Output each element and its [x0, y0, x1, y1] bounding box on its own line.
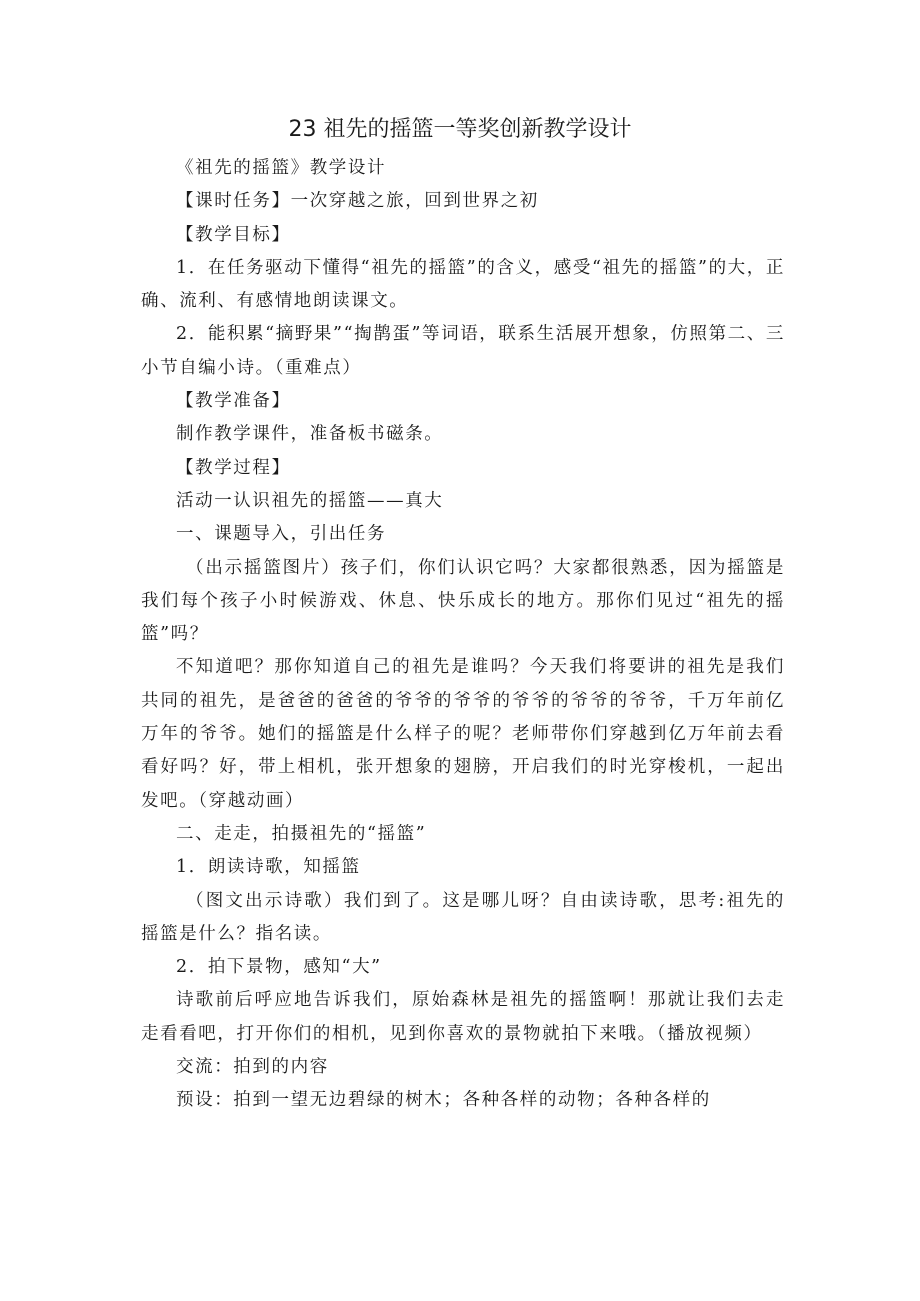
paragraph: （出示摇篮图片）孩子们，你们认识它吗？大家都很熟悉，因为摇篮是我们每个孩子小时候游戏、休息、快乐成长的地方。那你们见过“祖先的摇篮”吗？	[141, 557, 785, 645]
paragraph: 制作教学课件，准备板书磁条。	[176, 424, 444, 445]
paragraph: 活动一认识祖先的摇篮——真大	[176, 490, 444, 511]
section-heading: 【教学过程】	[176, 457, 291, 478]
paragraph: 1．在任务驱动下懂得“祖先的摇篮”的含义，感受“祖先的摇篮”的大，正确、流利、有感情地朗读课文。	[141, 257, 785, 312]
paragraph: 诗歌前后呼应地告诉我们，原始森林是祖先的摇篮啊！那就让我们去走走看看吧，打开你们的相机，见到你喜欢的景物就拍下来哦。（播放视频）	[141, 990, 785, 1044]
paragraph: 【课时任务】一次穿越之旅，回到世界之初	[176, 191, 539, 212]
document-body	[141, 152, 785, 1118]
document-title: 23 祖先的摇篮一等奖创新教学设计	[288, 117, 632, 142]
paragraph: 2．拍下景物，感知“大”	[176, 957, 382, 978]
paragraph: 不知道吧？那你知道自己的祖先是谁吗？今天我们将要讲的祖先是我们共同的祖先，是爸爸的爸爸的爷爷的爷爷的爷爷的爷爷的爷爷，千万年前亿万年的爷爷。她们的摇篮是什么样子的呢？老师带你们穿越到亿万年前去看看好吗？好，带上相机，张开想象的翅膀，开启我们的时光穿梭机，一起出发吧。（穿越动画）	[141, 657, 785, 811]
paragraph: 交流：拍到的内容	[176, 1057, 329, 1078]
paragraph: 2．能积累“摘野果”“掏鹊蛋”等词语，联系生活展开想象，仿照第二、三小节自编小诗。（重难点）	[141, 324, 785, 378]
paragraph: 一、课题导入，引出任务	[176, 524, 387, 545]
section-heading: 【教学准备】	[176, 391, 291, 412]
paragraph: 《祖先的摇篮》教学设计	[176, 158, 387, 178]
paragraph: 预设：拍到一望无边碧绿的树木；各种各样的动物；各种各样的	[176, 1090, 711, 1111]
section-heading: 【教学目标】	[176, 224, 291, 245]
paragraph: 1．朗读诗歌，知摇篮	[176, 857, 361, 878]
paragraph: 二、走走，拍摄祖先的“摇篮”	[176, 823, 427, 844]
paragraph: （图文出示诗歌）我们到了。这是哪儿呀？自由读诗歌，思考:祖先的摇篮是什么？指名读。	[141, 890, 785, 944]
